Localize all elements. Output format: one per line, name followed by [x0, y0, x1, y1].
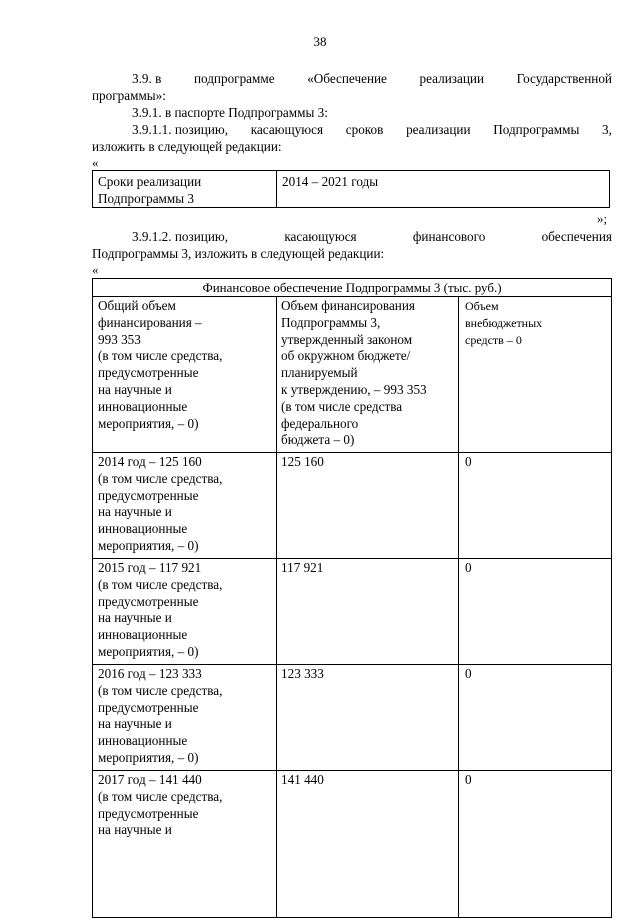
cell-line: (в том числе средства, — [98, 682, 223, 698]
para-word: 3.9.1.1. позицию, — [132, 122, 229, 137]
cell-line: (в том числе средства, — [98, 576, 223, 592]
cell-line: бюджета – 0) — [281, 432, 355, 448]
para-word: Подпрограммы — [493, 122, 580, 137]
para-word: 3.9. в — [132, 71, 162, 86]
para-word: касающуюся — [250, 122, 324, 137]
para-3-9-1-2-line1 — [132, 228, 612, 245]
cell-line: 993 353 — [98, 331, 141, 347]
financing-table — [92, 278, 612, 918]
open-quote: « — [92, 155, 99, 170]
para-3-9-line1 — [132, 70, 612, 87]
para-word: Государственной — [516, 71, 612, 86]
head-col2 — [281, 298, 427, 449]
cell-line: 2014 год – 125 160 — [98, 454, 202, 469]
terms-label — [93, 171, 277, 207]
cell-line: инновационные — [98, 627, 188, 643]
cell-line: предусмотренные — [98, 365, 199, 381]
cell-line: на научные и — [98, 716, 172, 732]
row-2016-col2: 123 333 — [281, 666, 324, 681]
cell-line: к утверждению, – 993 353 — [281, 381, 427, 397]
cell-line: утвержденный законом — [281, 331, 413, 347]
close-quote: »; — [597, 211, 608, 226]
para-3-9-line2: программы»: — [92, 88, 166, 103]
cell-line: 2016 год – 123 333 — [98, 666, 202, 681]
financing-table-title: Финансовое обеспечение Подпрограммы 3 (тыс. руб.) — [93, 279, 611, 297]
open-quote-2: « — [92, 262, 99, 277]
cell-line: об окружном бюджете/ — [281, 348, 411, 364]
cell-line: предусмотренные — [98, 593, 199, 609]
para-word: 3, — [602, 122, 612, 137]
cell-line: финансирования – — [98, 314, 202, 330]
head-col3 — [465, 298, 542, 348]
cell-line: мероприятия, – 0) — [98, 749, 199, 765]
row-2016-col3: 0 — [465, 666, 472, 681]
cell-line: (в том числе средства, — [98, 788, 223, 804]
cell-line: (в том числе средства, — [98, 470, 223, 486]
row-2017-col2: 141 440 — [281, 772, 324, 787]
row-2014-col2: 125 160 — [281, 454, 324, 469]
cell-line: (в том числе средства — [281, 398, 403, 414]
cell-line: инновационные — [98, 733, 188, 749]
row-2015-col3: 0 — [465, 560, 472, 575]
page-number: 38 — [313, 34, 327, 49]
cell-line: мероприятия, – 0) — [98, 643, 199, 659]
cell-line: федерального — [281, 415, 359, 431]
para-word: сроков — [345, 122, 384, 137]
cell-line: Общий объем — [98, 298, 176, 313]
para-3-9-1: 3.9.1. в паспорте Подпрограммы 3: — [132, 105, 328, 120]
row-2015-col2: 117 921 — [281, 560, 324, 575]
row-2017-col3: 0 — [465, 772, 472, 787]
cell-line: планируемый — [281, 365, 358, 381]
row-2014-col1 — [98, 454, 222, 555]
cell-line: Объем финансирования — [281, 298, 415, 313]
cell-line: Подпрограммы 3, — [281, 314, 381, 330]
row-divider — [93, 452, 611, 453]
column-divider — [276, 296, 277, 917]
column-divider — [458, 296, 459, 917]
para-word: 3.9.1.2. позицию, — [132, 229, 229, 244]
para-word: обеспечения — [541, 229, 612, 244]
para-word: финансового — [412, 229, 486, 244]
row-divider — [93, 770, 611, 771]
para-3-9-1-1-line1 — [132, 121, 612, 138]
para-word: реализации — [419, 71, 484, 86]
cell-line: 2015 год – 117 921 — [98, 560, 202, 575]
cell-line: предусмотренные — [98, 487, 199, 503]
row-2015-col1 — [98, 560, 222, 661]
cell-line: на научные и — [98, 610, 172, 626]
row-2014-col3: 0 — [465, 454, 472, 469]
row-divider — [93, 664, 611, 665]
terms-label-line: Сроки реализации — [98, 174, 202, 189]
cell-line: Объем — [465, 299, 499, 313]
para-word: подпрограмме — [193, 71, 275, 86]
para-word: касающуюся — [284, 229, 357, 244]
cell-line: 2017 год – 141 440 — [98, 772, 202, 787]
cell-line: мероприятия, – 0) — [98, 537, 199, 553]
row-2017-col1 — [98, 772, 222, 839]
terms-table — [92, 170, 610, 208]
para-word: «Обеспечение — [307, 71, 387, 86]
cell-line: внебюджетных — [465, 315, 543, 330]
terms-value: 2014 – 2021 годы — [282, 174, 379, 189]
head-col1 — [98, 298, 222, 432]
cell-line: на научные и — [98, 381, 172, 397]
cell-line: инновационные — [98, 521, 188, 537]
row-divider — [93, 558, 611, 559]
cell-line: (в том числе средства, — [98, 348, 223, 364]
cell-line: на научные и — [98, 822, 172, 838]
terms-label-line: Подпрограммы 3 — [98, 191, 194, 206]
para-word: реализации — [406, 122, 471, 137]
para-3-9-1-1-line2: изложить в следующей редакции: — [92, 139, 282, 154]
para-3-9-1-2-line2: Подпрограммы 3, изложить в следующей редакции: — [92, 246, 385, 261]
cell-line: мероприятия, – 0) — [98, 415, 199, 431]
row-2016-col1 — [98, 666, 222, 767]
cell-line: на научные и — [98, 504, 172, 520]
cell-line: средств – 0 — [465, 332, 522, 347]
cell-line: предусмотренные — [98, 699, 199, 715]
cell-line: инновационные — [98, 398, 188, 414]
cell-line: предусмотренные — [98, 805, 199, 821]
